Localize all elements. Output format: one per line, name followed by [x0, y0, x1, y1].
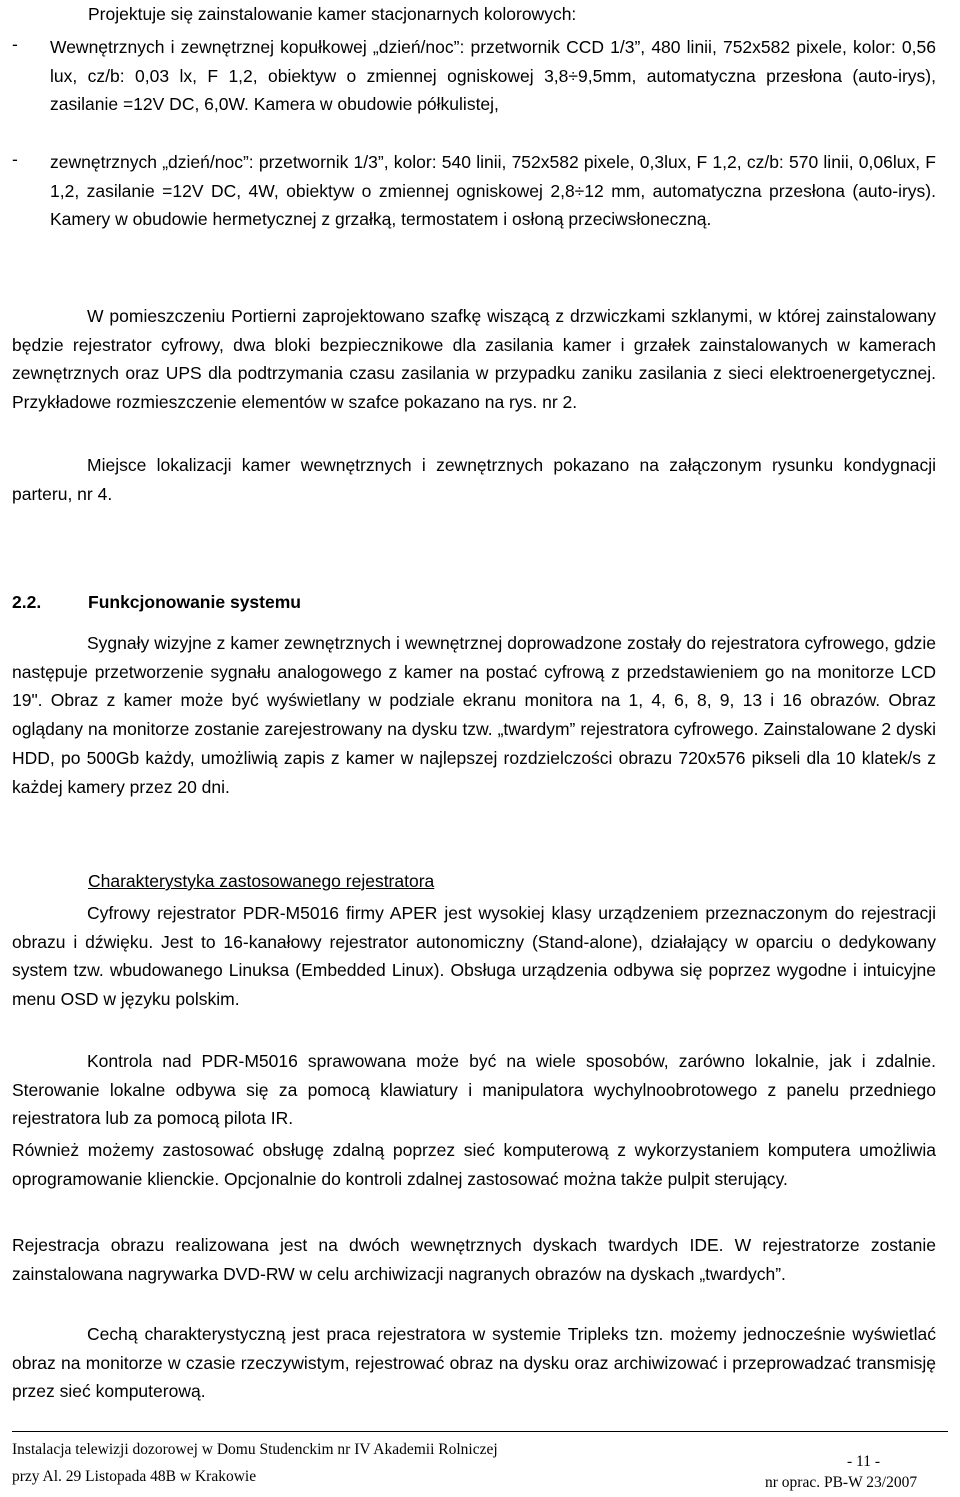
camera-location-paragraph: Miejsce lokalizacji kamer wewnętrznych i zewnętrznych pokazano na załączonym rysunku kondygnacji parteru, nr 4.: [12, 455, 936, 504]
remote-control-paragraph: Również możemy zastosować obsługę zdalną poprzez sieć komputerową z wykorzystaniem komputera umożliwia oprogramowanie klienckie. Opcjonalnie do kontroli zdalnej zastosować można także pulpit sterujący.: [12, 1140, 936, 1189]
footer-divider: [12, 1431, 948, 1432]
bullet-marker-2: -: [12, 149, 18, 169]
section-number: 2.2.: [12, 592, 42, 612]
recorder-description-paragraph: Cyfrowy rejestrator PDR-M5016 firmy APER jest wysokiej klasy urządzeniem przeznaczonym do rejestracji obrazu i dźwięku. Jest to 16-kanałowy rejestrator autonomiczny (Stand-alone), działający w oparciu o dedykowany system tzw. wbudowanego Linuksa (Embedded Linux). Obsługa urządzenia odbywa się poprzez wygodne i intuicyjne menu OSD w języku polskim.: [12, 903, 936, 1010]
bullet-item-2: zewnętrznych „dzień/noc”: przetwornik 1/3”, kolor: 540 linii, 752x582 pixele, 0,3lux, F 1,2, cz/b: 570 linii, 0,06lux, F 1,2, zasilanie =12V DC, 4W, obiektyw o zmiennej ogniskowej 2,8÷12 mm, automatyczna przesłona (auto-irys). Kamery w obudowie hermetycznej z grzałką, termostatem i osłoną przeciwsłoneczną.: [50, 152, 936, 230]
triplex-paragraph: Cechą charakterystyczną jest praca rejestratora w systemie Tripleks tzn. możemy jednocześnie wyświetlać obraz na monitorze w czasie rzeczywistym, rejestrować obraz na dysku oraz archiwizować i przeprowadzać transmisję przez sieć komputerową.: [12, 1324, 936, 1402]
control-paragraph: Kontrola nad PDR-M5016 sprawowana może być na wiele sposobów, zarówno lokalnie, jak i zdalnie. Sterowanie lokalne odbywa się za pomocą klawiatury i manipulatora wychylnoobrotowego z panelu przedniego rejestratora lub za pomocą pilota IR.: [12, 1051, 936, 1129]
portiernia-paragraph: W pomieszczeniu Portierni zaprojektowano szafkę wiszącą z drzwiczkami szklanymi, w której zainstalowany będzie rejestrator cyfrowy, dwa bloki bezpiecznikowe dla zasilania kamer i grzałek zainstalowanych w kamerach zewnętrznych oraz UPS dla podtrzymania czasu zasilania w przypadku zaniku zasilania z sieci elektroenergetycznej. Przykładowe rozmieszczenie elementów w szafce pokazano na rys. nr 2.: [12, 306, 936, 413]
document-reference: nr oprac. PB-W 23/2007: [765, 1474, 918, 1491]
recording-paragraph: Rejestracja obrazu realizowana jest na dwóch wewnętrznych dyskach twardych IDE. W rejestratorze zostanie zainstalowana nagrywarka DVD-RW w celu archiwizacji nagranych obrazów na dyskach „twardych”.: [12, 1235, 936, 1284]
bullet-marker-1: -: [12, 34, 18, 54]
bullet-item-1: Wewnętrznych i zewnętrznej kopułkowej „dzień/noc”: przetwornik CCD 1/3”, 480 linii, 752x582 pixele, kolor: 0,56 lux, cz/b: 0,03 lx, F 1,2, obiektyw o zmiennej ogniskowej 3,8÷9,5mm, automatyczna przesłona (auto-irys), zasilanie =12V DC, 6,0W. Kamera w obudowie półkulistej,: [50, 37, 936, 115]
footer-title-line1: Instalacja telewizji dozorowej w Domu Studenckim nr IV Akademii Rolniczej: [12, 1441, 498, 1458]
section-title: Funkcjonowanie systemu: [88, 592, 301, 612]
page-number: - 11 -: [847, 1453, 880, 1470]
subsection-title: Charakterystyka zastosowanego rejestratora: [88, 871, 435, 891]
footer-title-line2: przy Al. 29 Listopada 48B w Krakowie: [12, 1468, 257, 1485]
system-function-paragraph: Sygnały wizyjne z kamer zewnętrznych i wewnętrznej doprowadzone zostały do rejestratora cyfrowego, gdzie następuje przetworzenie sygnału analogowego z kamer na postać cyfrową z przedstawieniem go na monitorze LCD 19". Obraz z kamer może być wyświetlany w podziale ekranu monitora na 1, 4, 6, 8, 9, 13 i 16 obrazów. Obraz oglądany na monitorze zostanie zarejestrowany na dysku tzw. „twardym” rejestratora cyfrowego. Zainstalowane 2 dyski HDD, po 500Gb każdy, umożliwią zapis z kamer w najlepszej rozdzielczości obrazu 720x576 pikseli dla 10 klatek/s z każdej kamery przez 20 dni.: [12, 633, 936, 797]
intro-text: Projektuje się zainstalowanie kamer stacjonarnych kolorowych:: [88, 4, 577, 24]
